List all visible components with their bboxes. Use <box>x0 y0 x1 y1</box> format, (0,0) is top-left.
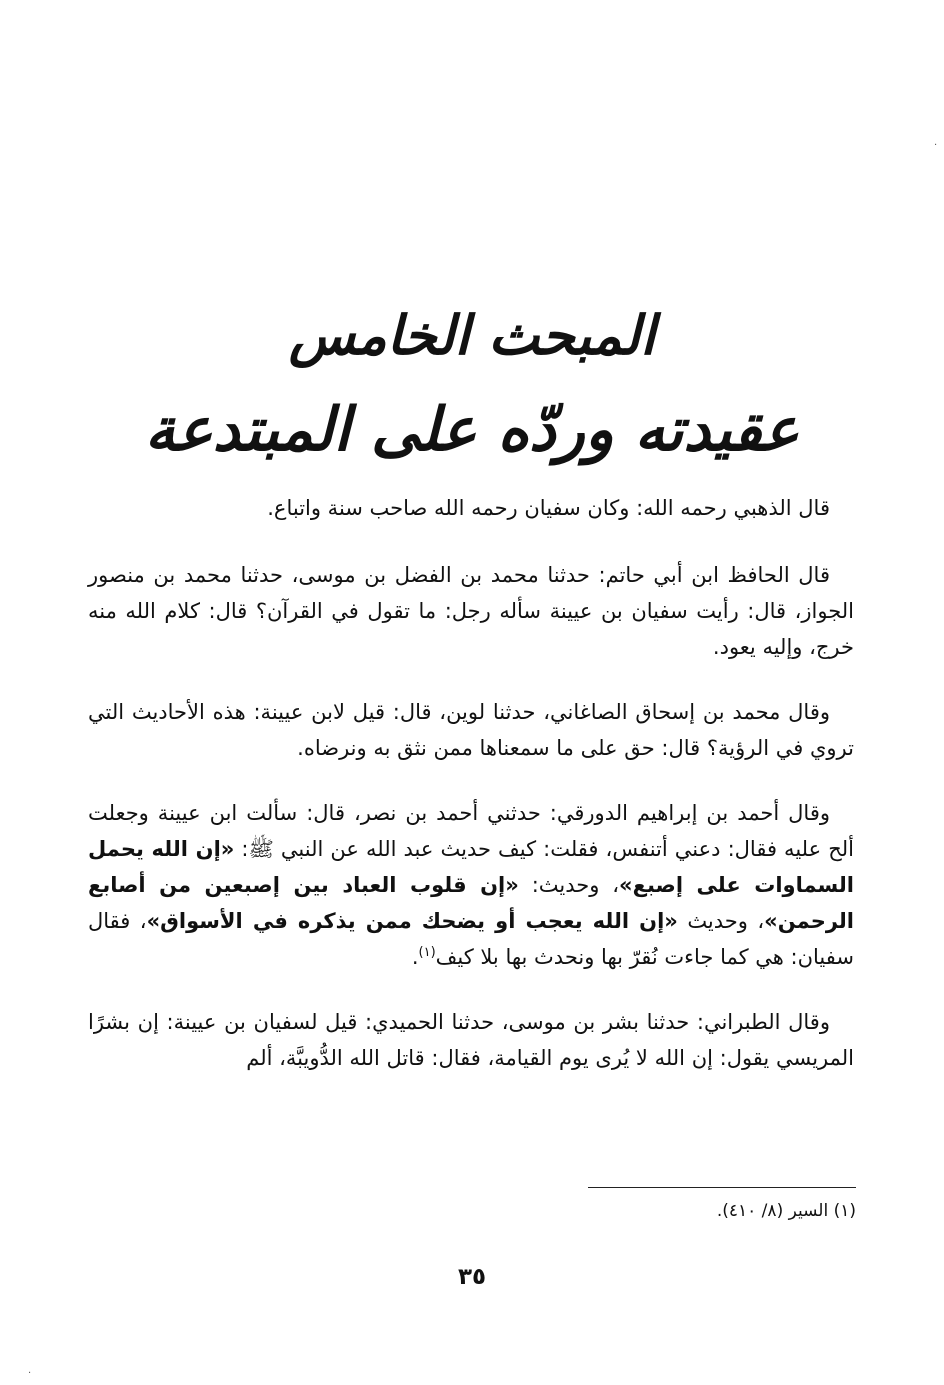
chapter-number-heading: المبحث الخامس <box>288 303 656 367</box>
paragraph-segment: وقال أحمد بن إبراهيم الدورقي: حدثني أحمد بن نصر، قال: سألت ابن عيينة وجعلت ألح عليه فقال: دعني أتنفس، فقلت: كيف حديث عبد الله عن النبي ﷺ: <box>88 801 854 861</box>
paragraph-saghani: وقال محمد بن إسحاق الصاغاني، حدثنا لوين، قال: قيل لابن عيينة: هذه الأحاديث التي تروي في الرؤية؟ قال: حق على ما سمعناها ممن نثق به ونرضاه. <box>88 700 854 760</box>
hadith-quote: «إن الله يعجب أو يضحك ممن يذكره في الأسواق» <box>146 909 678 933</box>
paragraph-dawraqi <box>88 795 854 975</box>
hadith-quote: «إن قلوب العباد بين إصبعين من أصابع الرحمن» <box>88 873 854 933</box>
scan-speck: · <box>28 1368 32 1379</box>
hadith-quote: «إن الله يحمل السماوات على إصبع» <box>88 837 854 897</box>
paragraph-segment: ، وحديث <box>677 909 765 933</box>
scan-speck: · <box>934 140 938 151</box>
footnote-divider <box>588 1187 856 1188</box>
chapter-title-heading: عقيدته وردّه على المبتدعة <box>144 395 800 465</box>
footnote-reference[interactable]: (١) <box>418 945 436 960</box>
footnote: (١) السير (٨/ ٤١٠). <box>716 1201 856 1221</box>
main-text <box>88 490 854 1105</box>
paragraph-ibn-abi-hatim: قال الحافظ ابن أبي حاتم: حدثنا محمد بن الفضل بن موسى، حدثنا محمد بن منصور الجواز، قال: رأيت سفيان بن عيينة سأله رجل: ما تقول في القرآن؟ قال: كلام الله منه خرج، وإليه يعود. <box>88 563 854 659</box>
paragraph-tabarani: وقال الطبراني: حدثنا بشر بن موسى، حدثنا الحميدي: قيل لسفيان بن عيينة: إن بشرًا المريسي يقول: إن الله لا يُرى يوم القيامة، فقال: قاتل الله الدُّويبَّة، ألم <box>88 1010 854 1070</box>
paragraph-segment: . <box>411 945 419 969</box>
paragraph-segment: ، وحديث: <box>518 873 620 897</box>
paragraph-dhahabi: قال الذهبي رحمه الله: وكان سفيان رحمه الله صاحب سنة واتباع. <box>267 496 830 520</box>
paragraph-segment: ، فقال سفيان: هي كما جاءت نُقرّ بها ونحدث بها بلا كيف <box>88 909 854 969</box>
page-number: ٣٥ <box>457 1264 487 1290</box>
